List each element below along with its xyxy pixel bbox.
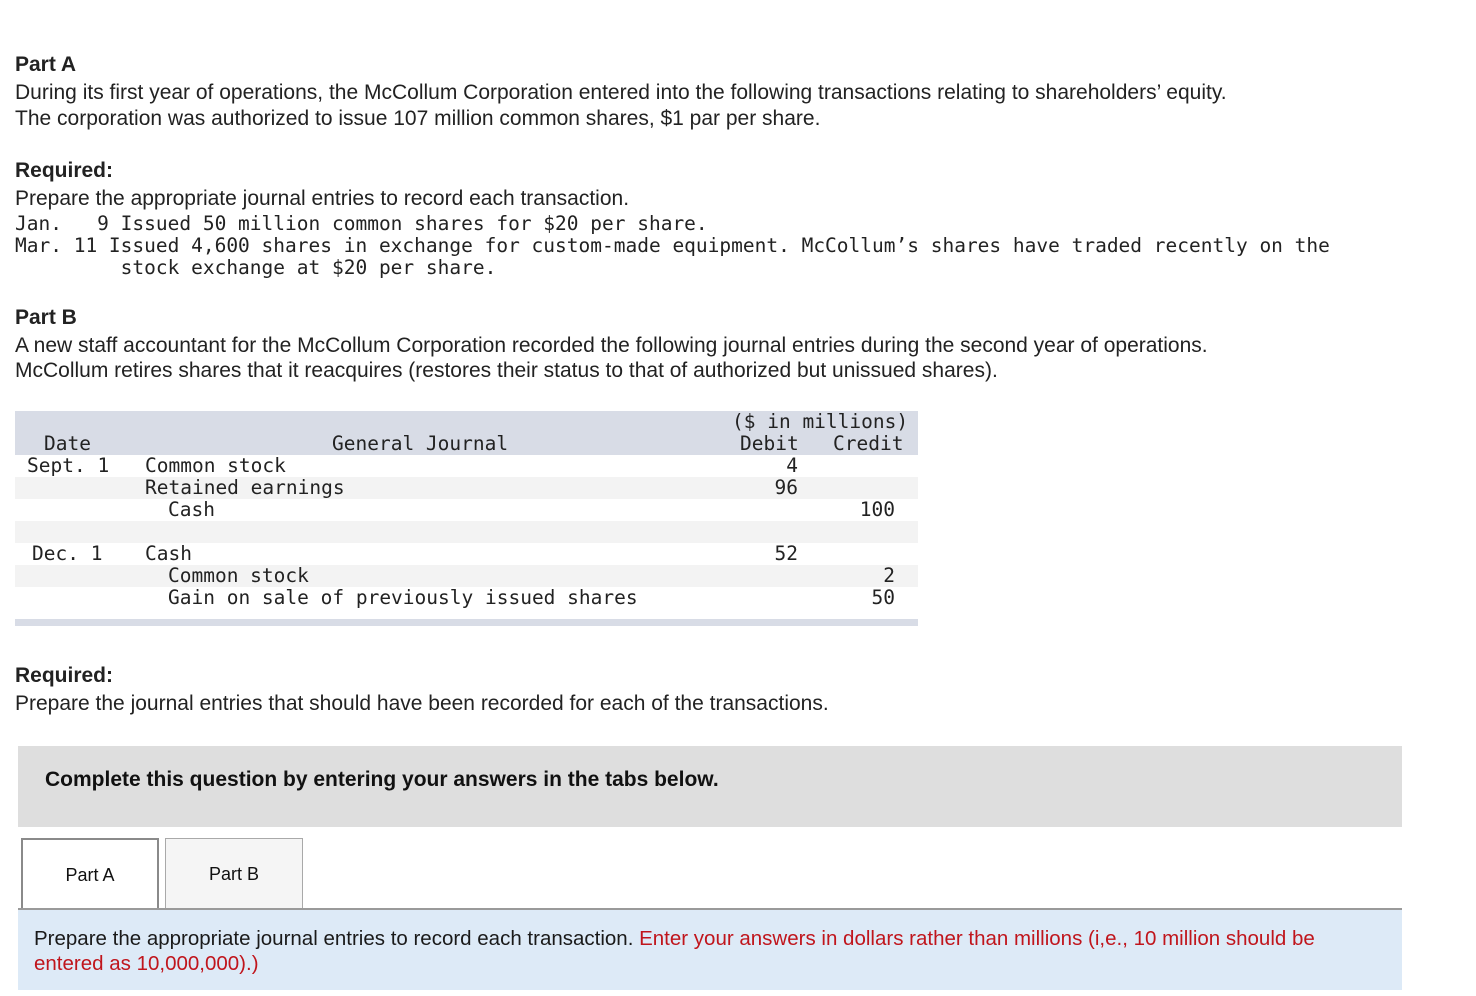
part-b-intro-line2: McCollum retires shares that it reacquires (restores their status to that of authorized but unissued shares). (15, 359, 998, 382)
tab-instruction-note (18, 910, 1402, 990)
row-account: Common stock (145, 454, 286, 477)
table-row (15, 543, 918, 565)
row-date: Dec. 1 (32, 542, 103, 565)
part-b-required-text: Prepare the journal entries that should have been recorded for each of the transactions. (15, 692, 829, 715)
table-row (15, 587, 918, 609)
row-account: Cash (145, 542, 192, 565)
transaction-mar-11-cont: stock exchange at $20 per share. (15, 256, 497, 279)
tab-part-b[interactable]: Part B (165, 838, 303, 908)
note-paragraph (34, 927, 1384, 976)
part-a-required-heading: Required: (15, 159, 114, 182)
row-account: Gain on sale of previously issued shares (168, 586, 638, 609)
table-row (15, 521, 918, 543)
table-row (15, 499, 918, 521)
journal-header (15, 411, 918, 455)
part-b-required-heading: Required: (15, 664, 114, 687)
units-header: ($ in millions) (732, 410, 909, 433)
part-a-intro-line2: The corporation was authorized to issue 107 million common shares, $1 par per share. (15, 107, 821, 130)
row-debit: 52 (774, 542, 798, 565)
row-account: Cash (168, 498, 215, 521)
row-credit: 50 (871, 586, 895, 609)
instruction-banner (18, 746, 1402, 827)
table-row (15, 477, 918, 499)
note-warning-text: Enter your answers in dollars rather than millions (i,e., 10 million should be entered as 10,000,000).) (34, 927, 1315, 975)
col-credit-header: Credit (833, 432, 904, 455)
row-debit: 96 (774, 476, 798, 499)
table-row (15, 565, 918, 587)
part-a-heading: Part A (15, 53, 77, 76)
transaction-mar-11: Mar. 11 Issued 4,600 shares in exchange for custom-made equipment. McCollum’s shares have traded recently on the (15, 234, 1330, 257)
row-date: Sept. 1 (27, 454, 110, 477)
instruction-banner-text: Complete this question by entering your answers in the tabs below. (45, 768, 719, 791)
table-row (15, 455, 918, 477)
part-a-required-text: Prepare the appropriate journal entries to record each transaction. (15, 187, 630, 210)
tab-part-a[interactable]: Part A (21, 838, 159, 908)
part-a-intro-line1: During its first year of operations, the McCollum Corporation entered into the following transactions relating to shareholders’ equity. (15, 81, 1227, 104)
table-footer-bar (15, 619, 918, 626)
transaction-jan-9: Jan. 9 Issued 50 million common shares for $20 per share. (15, 212, 708, 235)
note-text: Prepare the appropriate journal entries to record each transaction. (34, 927, 640, 950)
general-journal-table (15, 411, 918, 627)
part-b-heading: Part B (15, 306, 77, 329)
col-debit-header: Debit (740, 432, 799, 455)
row-account: Common stock (168, 564, 309, 587)
col-general-journal-header: General Journal (332, 432, 509, 455)
col-date-header: Date (44, 432, 91, 455)
row-credit: 100 (859, 498, 895, 521)
row-debit: 4 (786, 454, 798, 477)
row-credit: 2 (883, 564, 895, 587)
row-account: Retained earnings (145, 476, 345, 499)
part-b-intro-line1: A new staff accountant for the McCollum Corporation recorded the following journal entries during the second year of operations. (15, 334, 1208, 357)
